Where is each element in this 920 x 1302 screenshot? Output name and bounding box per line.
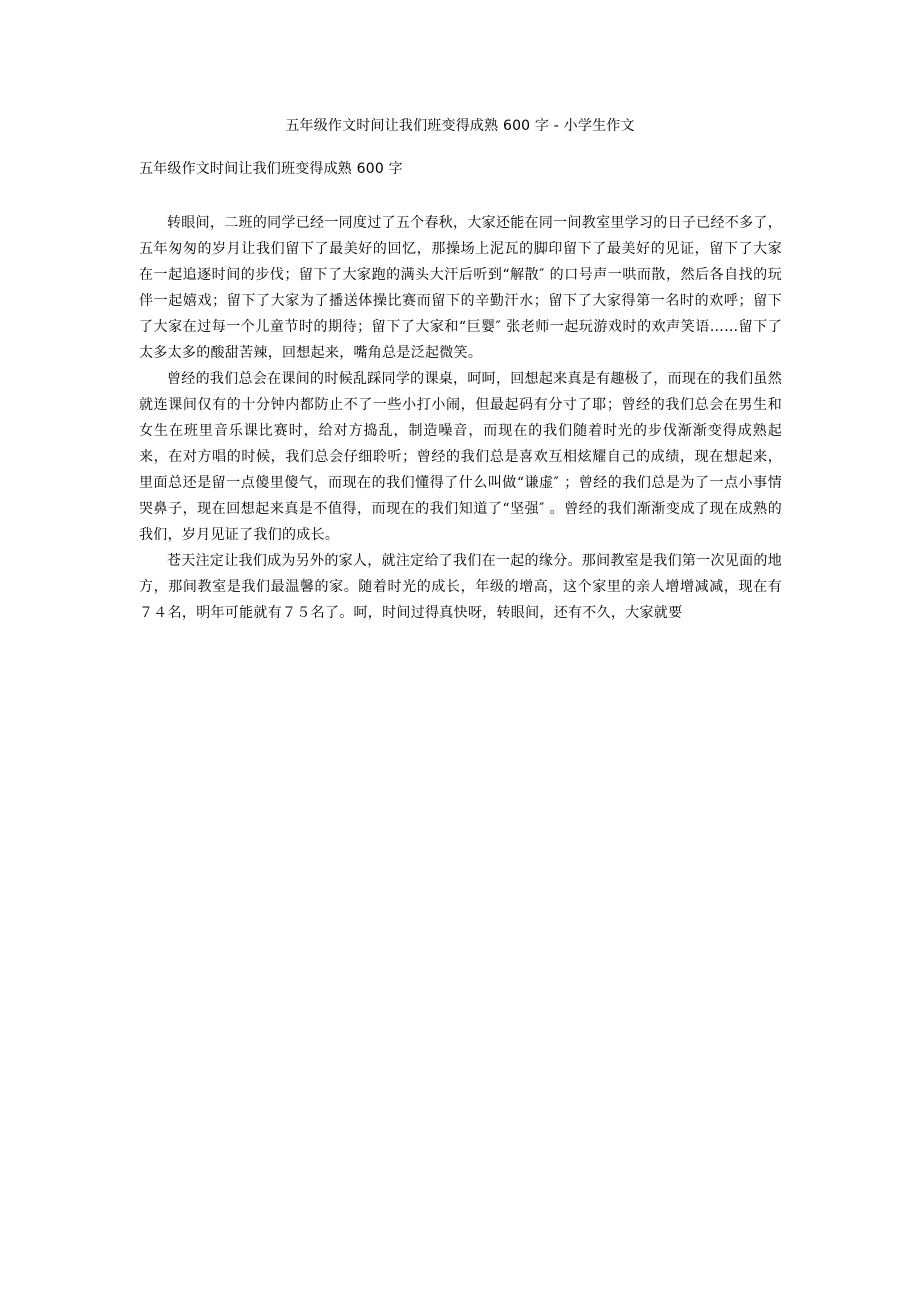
paragraph-2: 曾经的我们总会在课间的时候乱踩同学的课桌，呵呵，回想起来真是有趣极了，而现在的我们虽然就连课间仅有的十分钟内都防止不了一些小打小闹，但最起码有分寸了耶；曾经的我们总会在男生和女生在班里音乐课比赛时，给对方捣乱，制造噪音，而现在的我们随着时光的步伐渐渐变得成熟起来，在对方唱的时候，我们总会仔细聆听；曾经的我们总是喜欢互相炫耀自己的成绩，现在想起来，里面总还是留一点傻里傻气，而现在的我们懂得了什么叫做“谦虚″ ；曾经的我们总是为了一点小事情哭鼻子，现在回想起来真是不值得，而现在的我们知道了“坚强″ 。曾经的我们渐渐变成了现在成熟的我们，岁月见证了我们的成长。 xyxy=(139,371,782,543)
document-subtitle: 五年级作文时间让我们班变得成熟 600 字 xyxy=(139,161,403,177)
paragraph-1: 转眼间，二班的同学已经一同度过了五个春秋，大家还能在同一间教室里学习的日子已经不多了，五年匆匆的岁月让我们留下了最美好的回忆，那操场上泥瓦的脚印留下了最美好的见证，留下了大家在一起追逐时间的步伐；留下了大家跑的满头大汗后听到“解散″ 的口号声一哄而散，然后各自找的玩伴一起嬉戏；留下了大家为了播送体操比赛而留下的辛勤汗水；留下了大家得第一名时的欢呼；留下了大家在过每一个儿童节时的期待；留下了大家和“巨婴″ 张老师一起玩游戏时的欢声笑语……留下了太多太多的酸甜苦辣，回想起来，嘴角总是泛起微笑。 xyxy=(139,215,782,361)
document-title: 五年级作文时间让我们班变得成熟 600 字 - 小学生作文 xyxy=(285,118,635,134)
document-body xyxy=(139,210,782,626)
paragraph-3: 苍天注定让我们成为另外的家人，就注定给了我们在一起的缘分。那间教室是我们第一次见面的地方，那间教室是我们最温馨的家。随着时光的成长，年级的增高，这个家里的亲人增增减减，现在有７４名，明年可能就有７５名了。呵，时间过得真快呀，转眼间，还有不久，大家就要 xyxy=(139,553,782,621)
